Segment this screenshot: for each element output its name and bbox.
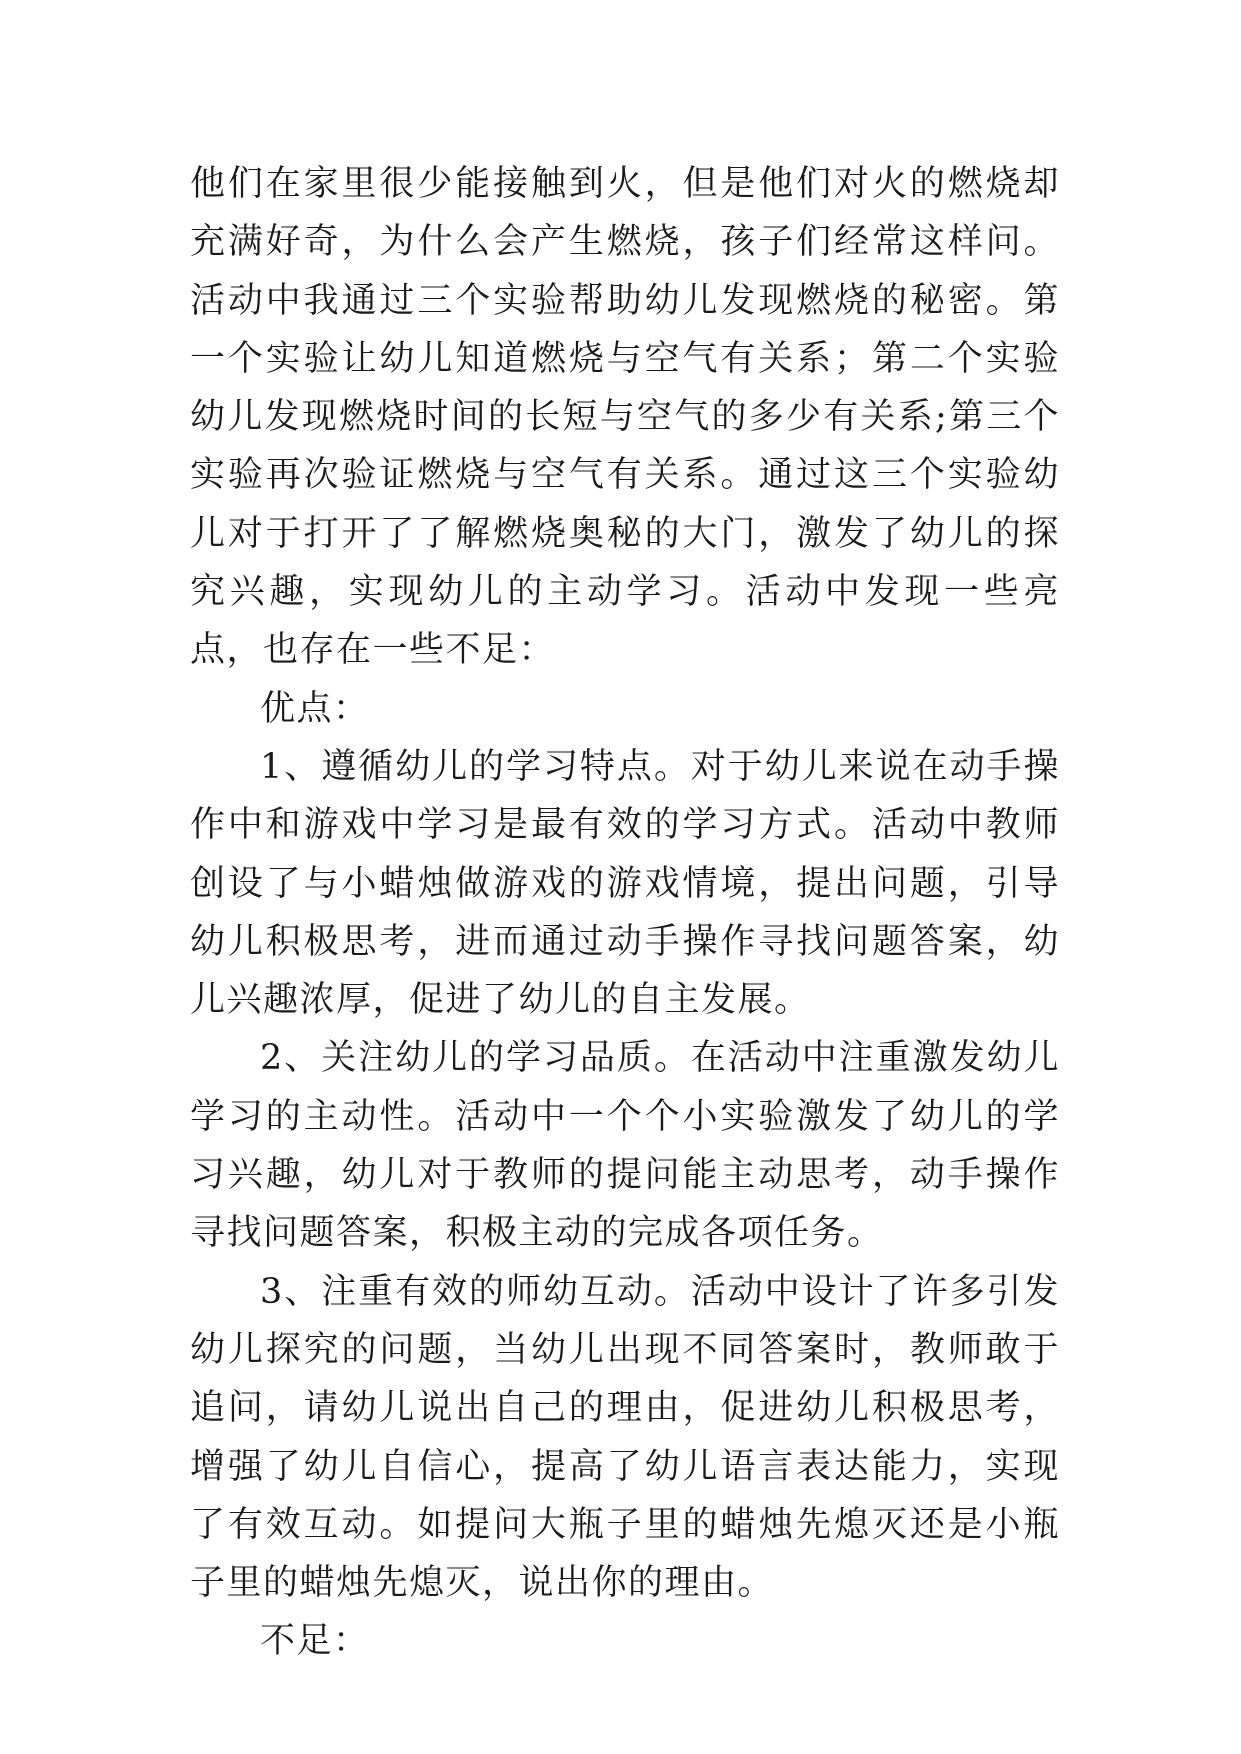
document-body bbox=[190, 155, 1060, 1671]
paragraph-point-3: 3、注重有效的师幼互动。活动中设计了许多引发幼儿探究的问题，当幼儿出现不同答案时，教师敢于追问，请幼儿说出自己的理由，促进幼儿积极思考，增强了幼儿自信心，提高了幼儿语言表达能力，实现了有效互动。如提问大瓶子里的蜡烛先熄灭还是小瓶子里的蜡烛先熄灭，说出你的理由。 bbox=[190, 1271, 1060, 1604]
paragraph-point-1: 1、遵循幼儿的学习特点。对于幼儿来说在动手操作中和游戏中学习是最有效的学习方式。活动中教师创设了与小蜡烛做游戏的游戏情境，提出问题，引导幼儿积极思考，进而通过动手操作寻找问题答案，幼儿兴趣浓厚，促进了幼儿的自主发展。 bbox=[190, 746, 1060, 1021]
paragraph-intro: 他们在家里很少能接触到火，但是他们对火的燃烧却充满好奇，为什么会产生燃烧，孩子们经常这样问。活动中我通过三个实验帮助幼儿发现燃烧的秘密。第一个实验让幼儿知道燃烧与空气有关系；第二个实验幼儿发现燃烧时间的长短与空气的多少有关系;第三个实验再次验证燃烧与空气有关系。通过这三个实验幼儿对于打开了了解燃烧奥秘的大门，激发了幼儿的探究兴趣，实现幼儿的主动学习。活动中发现一些亮点，也存在一些不足： bbox=[190, 164, 1060, 671]
heading-advantages: 优点： bbox=[260, 688, 370, 729]
heading-shortcomings: 不足： bbox=[260, 1621, 370, 1662]
paragraph-point-2: 2、关注幼儿的学习品质。在活动中注重激发幼儿学习的主动性。活动中一个个小实验激发了幼儿的学习兴趣，幼儿对于教师的提问能主动思考，动手操作寻找问题答案，积极主动的完成各项任务。 bbox=[190, 1038, 1060, 1254]
